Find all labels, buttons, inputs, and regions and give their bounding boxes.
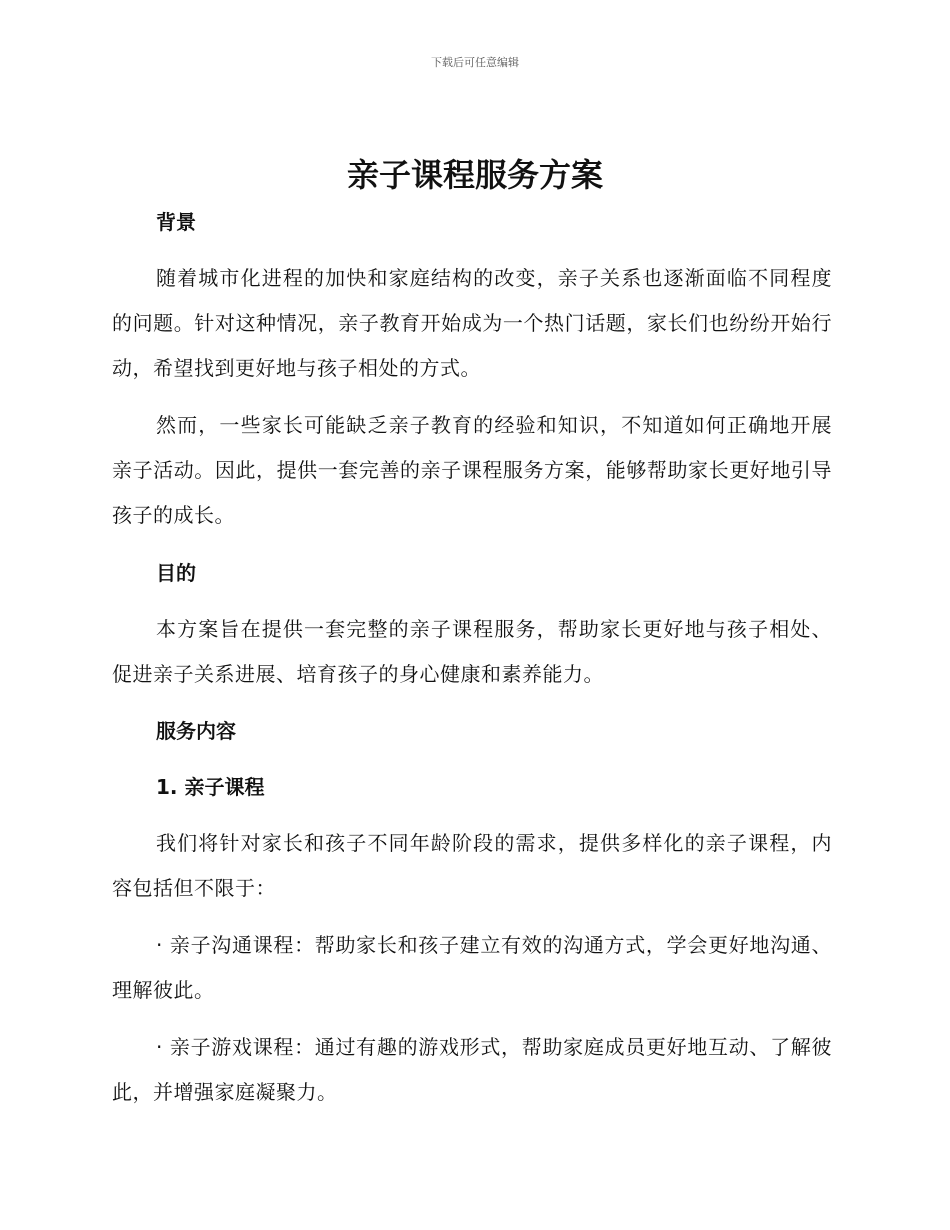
subsection-heading-course: 1. 亲子课程 xyxy=(156,775,265,799)
section-heading-purpose: 目的 xyxy=(156,561,196,585)
header-note: 下载后可任意编辑 xyxy=(431,56,519,69)
course-list-item-games: · 亲子游戏课程：通过有趣的游戏形式，帮助家庭成员更好地互动、了解彼此，并增强家庭凝聚力。 xyxy=(112,1035,832,1104)
background-paragraph-2: 然而，一些家长可能缺乏亲子教育的经验和知识，不知道如何正确地开展亲子活动。因此，提供一套完善的亲子课程服务方案，能够帮助家长更好地引导孩子的成长。 xyxy=(112,413,832,527)
course-list-item-communication: · 亲子沟通课程：帮助家长和孩子建立有效的沟通方式，学会更好地沟通、理解彼此。 xyxy=(112,933,832,1002)
document-body xyxy=(112,200,832,1115)
section-heading-service: 服务内容 xyxy=(156,719,236,743)
background-paragraph-1: 随着城市化进程的加快和家庭结构的改变，亲子关系也逐渐面临不同程度的问题。针对这种情况，亲子教育开始成为一个热门话题，家长们也纷纷开始行动，希望找到更好地与孩子相处的方式。 xyxy=(112,266,832,380)
course-intro-paragraph: 我们将针对家长和孩子不同年龄阶段的需求，提供多样化的亲子课程，内容包括但不限于： xyxy=(112,831,832,900)
section-heading-background: 背景 xyxy=(156,210,196,234)
purpose-paragraph: 本方案旨在提供一套完整的亲子课程服务，帮助家长更好地与孩子相处、促进亲子关系进展、培育孩子的身心健康和素养能力。 xyxy=(112,617,832,686)
document-title: 亲子课程服务方案 xyxy=(346,156,603,194)
